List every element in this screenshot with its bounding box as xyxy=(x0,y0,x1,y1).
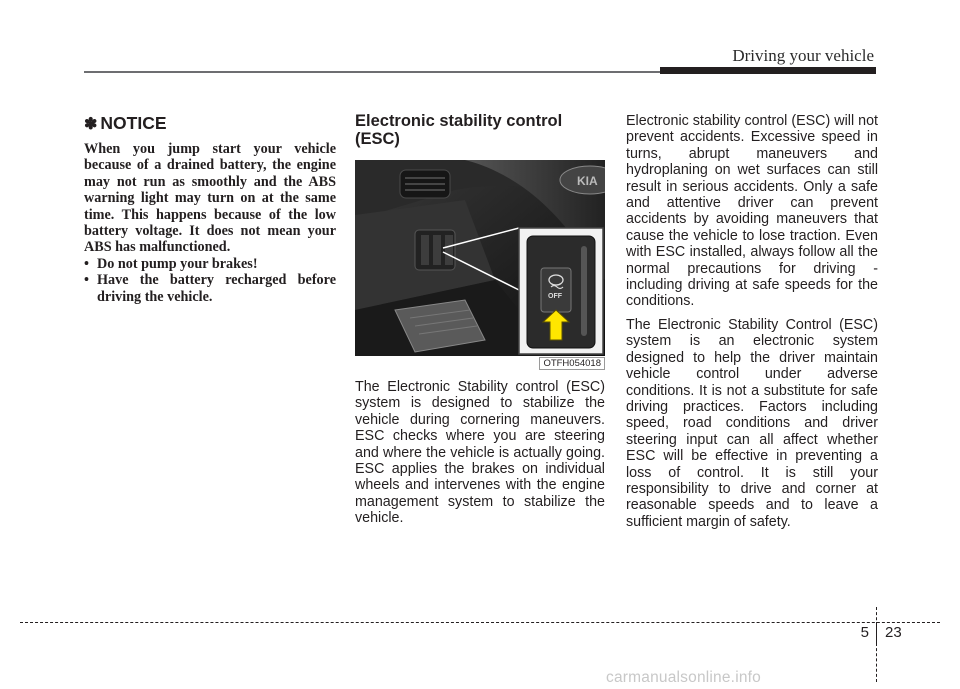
notice-bullet: • Do not pump your brakes! xyxy=(84,256,336,272)
esc-paragraph: The Electronic Stability control (ESC) system is designed to stabilize the vehicle during cornering maneuvers. ESC checks where you are steering and where the vehicle is actually going. ESC applies the brakes on individual wheels and intervenes with the engine management system to stabilize the vehicle. xyxy=(355,379,605,527)
notice-body xyxy=(84,141,336,305)
notice-star-icon: ✽ xyxy=(84,115,98,133)
notice-column xyxy=(84,113,336,305)
footer-crop-mark xyxy=(876,607,877,682)
esc-paragraph: Electronic stability control (ESC) will not prevent accidents. Excessive speed in turns, abrupt maneuvers and hydroplaning on wet surfaces can still result in serious accidents. Only a safe and attentive driver can prevent accidents by avoiding maneuvers that cause the vehicle to lose traction. Even with ESC installed, always follow all the normal precautions for driving - including driving at safe speeds for the conditions. xyxy=(626,113,878,310)
esc-column xyxy=(355,113,605,527)
svg-text:KIA: KIA xyxy=(577,174,598,188)
page-number: 23 xyxy=(885,624,902,641)
notice-paragraph: When you jump start your vehicle because of a drained battery, the engine may not run as smoothly and the ABS warning light may turn on at the same time. This happens because of the low battery voltage. It does not mean your ABS has malfunctioned. xyxy=(84,141,336,256)
esc-figure-wrapper xyxy=(355,160,605,369)
section-title-line: Electronic stability control xyxy=(355,112,563,130)
notice-bullet: • Have the battery recharged before driving the vehicle. xyxy=(84,272,336,305)
notice-list xyxy=(84,256,336,305)
header-rule-accent xyxy=(660,67,876,74)
esc-off-label: OFF xyxy=(548,293,562,300)
chapter-number: 5 xyxy=(860,624,869,641)
page-number-divider xyxy=(876,622,877,644)
notice-heading xyxy=(84,113,336,134)
footer-rule xyxy=(20,622,940,623)
dashboard-illustration xyxy=(355,160,605,356)
section-title xyxy=(355,113,605,148)
section-title-line: (ESC) xyxy=(355,129,400,148)
header-rule xyxy=(84,71,660,73)
watermark: carmanualsonline.info xyxy=(606,669,761,686)
notice-title: NOTICE xyxy=(100,113,167,133)
esc-switch-figure xyxy=(355,160,605,356)
esc-paragraph: The Electronic Stability Control (ESC) system is an electronic system designed to help the driver maintain vehicle control under adverse conditions. It is not a substitute for safe driving practices. Factors including speed, road conditions and driver steering input can all affect whether ESC will be effective in preventing a loss of control. It is still your responsibility to drive and corner at reasonable speeds and to leave a sufficient margin of safety. xyxy=(626,316,878,530)
figure-code: OTFH054018 xyxy=(539,357,605,370)
page-header-title: Driving your vehicle xyxy=(732,46,874,65)
esc-column-continued xyxy=(626,113,878,530)
